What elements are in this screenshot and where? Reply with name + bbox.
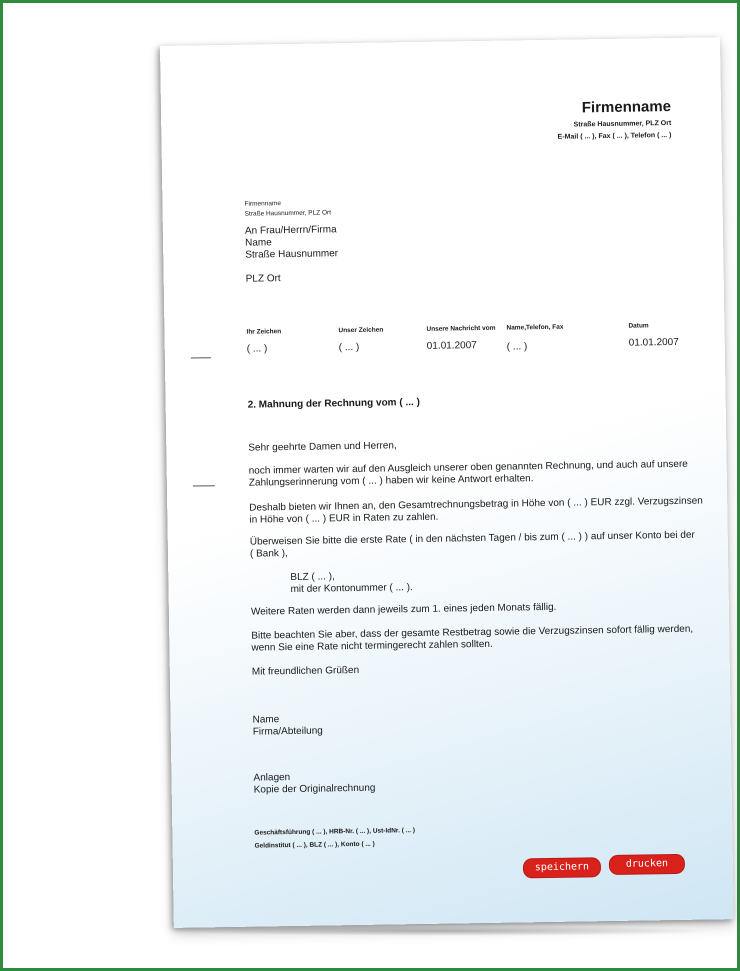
paragraph-3-line-1: Überweisen Sie bitte die erste Rate ( in den nächsten Tagen / bis zum ( ... ) ) auf unser Konto bei der [249, 529, 695, 548]
sender-address: Straße Hausnummer, PLZ Ort [244, 209, 332, 218]
ref-kontakt-label: Name,Telefon, Fax [506, 323, 564, 332]
sender-name: Firmenname [244, 200, 282, 208]
paragraph-2-line-1: Deshalb bieten wir Ihnen an, den Gesamtrechnungsbetrag in Höhe von ( ... ) EUR zzgl. Verzugszinsen [249, 495, 703, 514]
bank-line-1: BLZ ( ... ), [290, 571, 335, 584]
recipient-line-2: Name [245, 237, 272, 249]
paragraph-1-line-1: noch immer warten wir auf den Ausgleich unserer oben genannten Rechnung, und auch auf unsere [248, 458, 688, 477]
ref-ihr-value: ( ... ) [246, 343, 268, 355]
save-button[interactable]: speichern [523, 857, 601, 878]
fold-mark-middle [193, 485, 215, 486]
signature-department: Firma/Abteilung [252, 725, 323, 738]
ref-datum-value: 01.01.2007 [628, 336, 679, 349]
letter-page [160, 37, 734, 928]
paragraph-2-line-2: in Höhe von ( ... ) EUR in Raten zu zahlen. [249, 511, 439, 526]
signature-name: Name [252, 714, 280, 726]
recipient-line-3: Straße Hausnummer [245, 248, 339, 261]
paragraph-3-line-2: ( Bank ), [249, 548, 288, 560]
fold-mark-top [191, 357, 211, 358]
recipient-line-1: An Frau/Herrn/Firma [244, 224, 337, 237]
ref-unser-label: Unser Zeichen [338, 326, 384, 335]
ref-nachricht-label: Unsere Nachricht vom [426, 324, 496, 333]
salutation: Sehr geehrte Damen und Herren, [248, 440, 397, 454]
footer-line-2: Geldinstitut ( ... ), BLZ ( ... ), Konto ( ... ) [254, 840, 375, 850]
ref-nachricht-value: 01.01.2007 [426, 340, 477, 352]
paragraph-5-line-1: Bitte beachten Sie aber, dass der gesamte Restbetrag sowie die Verzugszinsen sofort fällig werden, [251, 623, 694, 642]
attachments-item: Kopie der Originalrechnung [253, 782, 376, 796]
ref-kontakt-value: ( ... ) [506, 341, 528, 353]
paragraph-1-line-2: Zahlungserinnerung vom ( ... ) haben wir keine Antwort erhalten. [248, 473, 534, 489]
ref-datum-label: Datum [628, 322, 649, 330]
company-name: Firmenname [581, 97, 672, 117]
ref-unser-value: ( ... ) [338, 341, 360, 354]
footer-line-1: Geschäftsführung ( ... ), HRB-Nr. ( ... ), Ust-IdNr. ( ... ) [254, 827, 416, 837]
paragraph-5-line-2: wenn Sie eine Rate nicht termingerecht zahlen sollten. [251, 638, 493, 654]
attachments-heading: Anlagen [253, 772, 291, 784]
closing: Mit freundlichen Grüßen [251, 664, 360, 678]
page-shadow [168, 926, 718, 936]
company-address: Straße Hausnummer, PLZ Ort [573, 119, 672, 129]
ref-ihr-label: Ihr Zeichen [246, 328, 282, 336]
bank-line-2: mit der Kontonummer ( ... ). [290, 582, 413, 596]
recipient-line-4: PLZ Ort [245, 273, 281, 285]
print-button[interactable]: drucken [609, 854, 685, 875]
paragraph-4: Weitere Raten werden dann jeweils zum 1. eines jeden Monats fällig. [250, 601, 557, 618]
company-contact: E-Mail ( ... ), Fax ( ... ), Telefon ( ... ) [557, 131, 672, 141]
letter-subject: 2. Mahnung der Rechnung vom ( ... ) [247, 396, 420, 411]
